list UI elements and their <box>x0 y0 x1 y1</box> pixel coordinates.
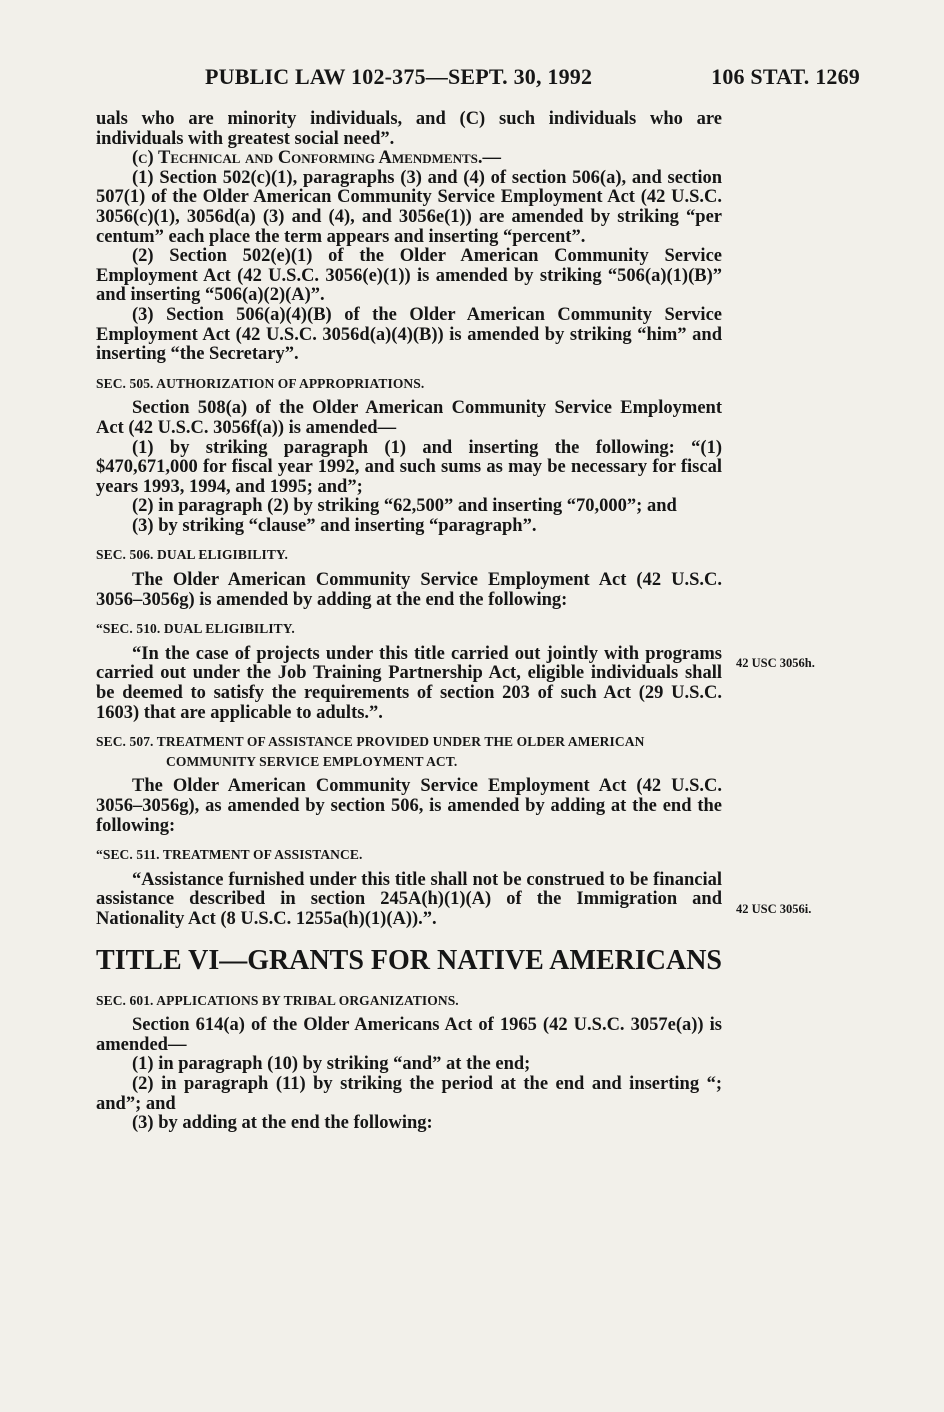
section-heading-601: SEC. 601. APPLICATIONS BY TRIBAL ORGANIZATIONS. <box>96 992 459 1008</box>
paragraph: uals who are minority individuals, and (C) such individuals who are individuals with greatest social need”. <box>96 109 722 149</box>
document-body <box>96 110 722 1134</box>
paragraph: “Assistance furnished under this title shall not be construed to be financial assistance described in section 245A(h)(1)(A) of the Immigration and Nationality Act (8 U.S.C. 1255a(h)(1)(A)).”. <box>96 869 722 929</box>
title-heading: TITLE VI—GRANTS FOR NATIVE AMERICANS <box>96 944 722 976</box>
subsection-heading: (c) Technical and Conforming Amendments.— <box>132 148 501 169</box>
section-heading-511: “SEC. 511. TREATMENT OF ASSISTANCE. <box>96 847 363 863</box>
paragraph: (2) in paragraph (2) by striking “62,500” and inserting “70,000”; and <box>132 496 677 517</box>
paragraph: (3) Section 506(a)(4)(B) of the Older American Community Service Employment Act (42 U.S.C. 3056d(a)(4)(B)) is amended by striking “him” and inserting “the Secretary”. <box>96 304 722 365</box>
paragraph: (3) by striking “clause” and inserting “paragraph”. <box>132 515 537 536</box>
paragraph: “In the case of projects under this title carried out jointly with programs carried out under the Job Training Partnership Act, eligible individuals shall be deemed to satisfy the requirements of section 203 of such Act (29 U.S.C. 1603) that are applicable to adults.”. <box>96 643 722 723</box>
margin-note-usc-3056h: 42 USC 3056h. <box>736 656 815 670</box>
section-heading-510: “SEC. 510. DUAL ELIGIBILITY. <box>96 621 295 637</box>
paragraph: Section 508(a) of the Older American Community Service Employment Act (42 U.S.C. 3056f(a)) is amended— <box>96 398 722 438</box>
paragraph: Section 614(a) of the Older Americans Act of 1965 (42 U.S.C. 3057e(a)) is amended— <box>96 1015 722 1055</box>
paragraph: (1) Section 502(c)(1), paragraphs (3) and (4) of section 506(a), and section 507(1) of the Older American Community Service Employment Act (42 U.S.C. 3056(c)(1), 3056d(a) (3) and (4), and 3056e(1)) are amended by striking “per centum” each place the term appears and inserting “percent”. <box>96 167 722 247</box>
section-heading-505: SEC. 505. AUTHORIZATION OF APPROPRIATIONS. <box>96 375 425 391</box>
paragraph: The Older American Community Service Employment Act (42 U.S.C. 3056–3056g), as amended by section 506, is amended by adding at the end the following: <box>96 776 722 836</box>
paragraph: The Older American Community Service Employment Act (42 U.S.C. 3056–3056g) is amended by adding at the end the following: <box>96 570 722 610</box>
paragraph: (2) Section 502(e)(1) of the Older American Community Service Employment Act (42 U.S.C. 3056(e)(1)) is amended by striking “506(a)(1)(B)” and inserting “506(a)(2)(A)”. <box>96 246 722 306</box>
header-stat-page: 106 STAT. 1269 <box>711 64 860 89</box>
paragraph: (1) in paragraph (10) by striking “and” at the end; <box>132 1054 531 1075</box>
section-heading-507: SEC. 507. TREATMENT OF ASSISTANCE PROVIDED UNDER THE OLDER AMERICAN COMMUNITY SERVICE EMPLOYMENT ACT. <box>96 734 645 769</box>
section-heading-506: SEC. 506. DUAL ELIGIBILITY. <box>96 547 289 563</box>
paragraph: (1) by striking paragraph (1) and inserting the following: “(1) $470,671,000 for fiscal year 1992, and such sums as may be necessary for fiscal years 1993, 1994, and 1995; and”; <box>96 437 722 497</box>
paragraph: (2) in paragraph (11) by striking the period at the end and inserting “; and”; and <box>96 1073 722 1114</box>
paragraph: (3) by adding at the end the following: <box>132 1113 433 1134</box>
margin-note-usc-3056i: 42 USC 3056i. <box>736 902 812 916</box>
header-citation: PUBLIC LAW 102-375—SEPT. 30, 1992 <box>205 64 593 89</box>
